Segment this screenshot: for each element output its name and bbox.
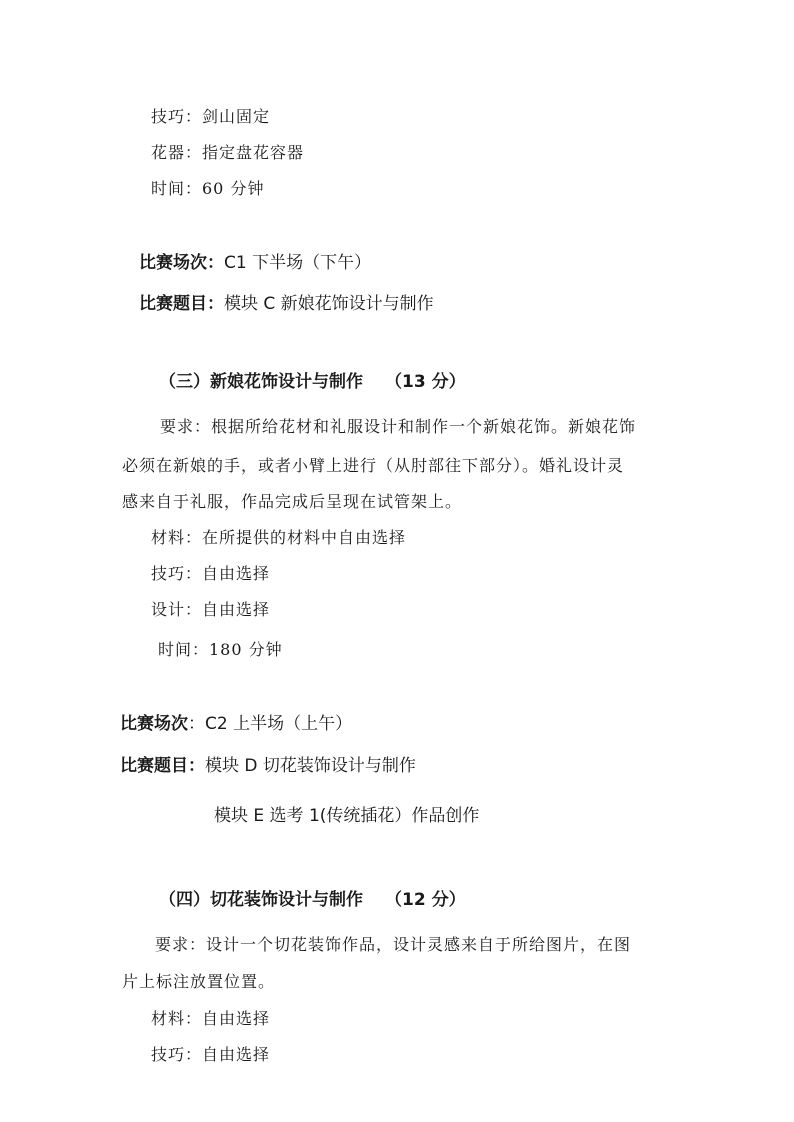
section-3-heading	[159, 374, 466, 391]
section-3-title: （三）新娘花饰设计与制作	[159, 372, 363, 392]
section-3-materials: 材料：在所提供的材料中自由选择	[151, 528, 407, 547]
section-4-score: （12 分）	[385, 890, 466, 910]
topic-value: 模块 C 新娘花饰设计与制作	[224, 294, 434, 314]
topic-c2-line-2: 模块 E 选考 1(传统插花）作品创作	[214, 806, 480, 826]
section-4-title: （四）切花装饰设计与制作	[159, 890, 363, 910]
section-3-technique: 技巧：自由选择	[151, 564, 271, 583]
section-4-materials: 材料：自由选择	[151, 1009, 271, 1028]
section-3-requirement-3: 感来自于礼服，作品完成后呈现在试管架上。	[122, 492, 463, 511]
technique-line: 技巧：剑山固定	[151, 107, 271, 126]
session-label: 比赛场次：	[139, 253, 224, 273]
topic-label: 比赛题目：	[120, 756, 205, 776]
section-3-time: 时间：180 分钟	[158, 640, 283, 659]
session-value: C1 下半场（下午）	[224, 253, 372, 273]
section-3-design: 设计：自由选择	[151, 600, 271, 619]
topic-c1-line	[139, 296, 434, 313]
section-4-requirement-2: 片上标注放置位置。	[122, 972, 276, 991]
section-4-technique: 技巧：自由选择	[151, 1045, 271, 1064]
section-4-heading	[159, 892, 466, 909]
section-3-requirement-1: 要求：根据所给花材和礼服设计和制作一个新娘花饰。新娘花饰	[160, 417, 637, 436]
section-3-score: （13 分）	[385, 372, 466, 392]
topic-label: 比赛题目：	[139, 294, 224, 314]
section-3-requirement-2: 必须在新娘的手，或者小臂上进行（从肘部往下部分）。婚礼设计灵	[122, 456, 625, 475]
session-label: 比赛场次	[120, 714, 188, 734]
time-line: 时间：60 分钟	[151, 179, 265, 198]
topic-c2-line	[120, 758, 416, 775]
session-c2-line	[120, 716, 352, 733]
vessel-line: 花器：指定盘花容器	[151, 143, 305, 162]
topic-value: 模块 D 切花装饰设计与制作	[205, 756, 416, 776]
session-c1-line	[139, 255, 371, 272]
session-value: ：C2 上半场（上午）	[188, 714, 353, 734]
section-4-requirement-1: 要求：设计一个切花装饰作品，设计灵感来自于所给图片，在图	[155, 935, 632, 954]
